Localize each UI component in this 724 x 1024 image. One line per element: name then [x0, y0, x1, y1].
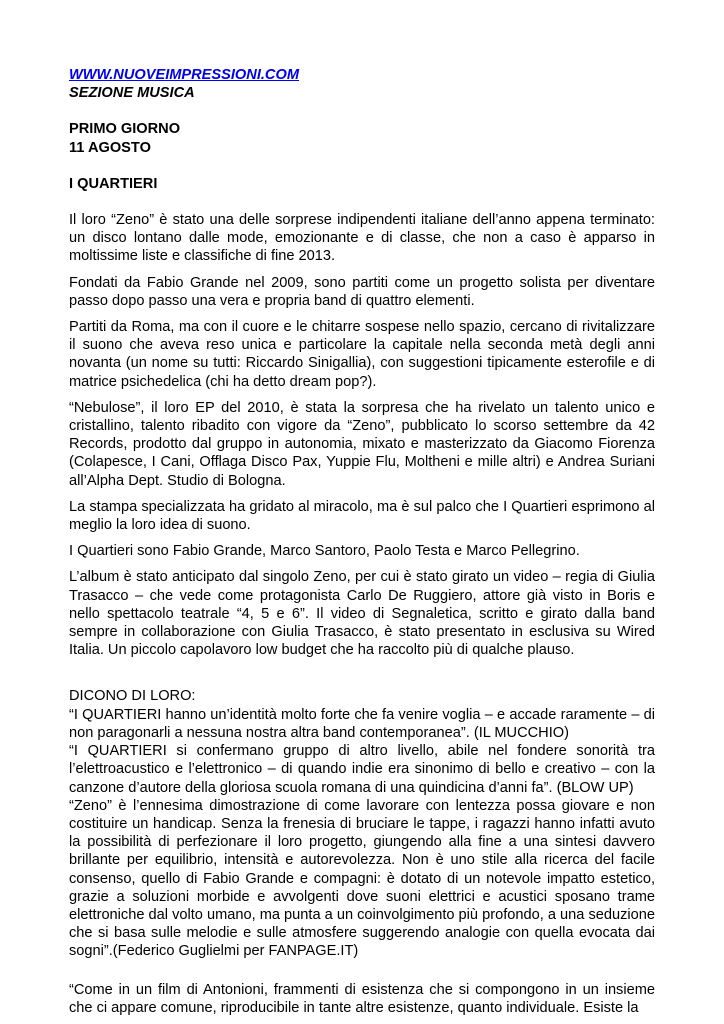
- bio-paragraph: L’album è stato anticipato dal singolo Zeno, per cui è stato girato un video – regia di Giulia Trasacco – che vede come protagonista Carlo De Ruggiero, attore già visto in Boris e nello spettacolo teatrale “4, 5 e 6”. Il video di Segnaletica, scritto e girato dalla band sempre in collaborazione con Giulia Trasacco, è stato presentato in esclusiva su Wired Italia. Un piccolo capolavoro low budget che ha raccolto più di qualche plauso.: [69, 569, 655, 659]
- press-quote: “I QUARTIERI hanno un’identità molto forte che fa venire voglia – e accade raramente – di non paragonarli a nessuna nostra altra band contemporanea”. (IL MUCCHIO): [69, 706, 655, 741]
- press-quote: “Zeno” è l’ennesima dimostrazione di come lavorare con lentezza possa giovare e non costituire un handicap. Senza la frenesia di bruciare le tappe, i ragazzi hanno infatti avuto la possibilità di perfezionare il loro progetto, giungendo alla fine a una sintesi davvero brillante per equilibrio, intensità e autorevolezza. Non è uno stile alla ricerca del facile consenso, quello di Fabio Grande e compagni: è dotato di un notevole impatto estetico, grazie a soluzioni morbide e avvolgenti dove suoni elettrici e acustici sposano trame elettroniche dal volto umano, ma punta a un coinvolgimento più profondo, a una seduzione che si basa sulle melodie e sulle atmosfere suggerendo analogie con quella evocata dai sogni”.(Federico Guglielmi per FANPAGE.IT): [69, 797, 655, 960]
- bio-paragraph: Partiti da Roma, ma con il cuore e le chitarre sospese nello spazio, cercano di rivitalizzare il suono che aveva reso unica e particolare la capitale nella seconda metà degli anni novanta (un nome su tutti: Riccardo Sinigallia), con suggestioni tipicamente esterofile e di matrice psichedelica (chi ha detto dream pop?).: [69, 319, 655, 390]
- bio-paragraph: Il loro “Zeno” è stato una delle sorprese indipendenti italiane dell’anno appena terminato: un disco lontano dalle mode, emozionante e di classe, che non a caso è apparso in moltissime liste e classifiche di fine 2013.: [69, 212, 655, 265]
- day-title: PRIMO GIORNO: [69, 121, 181, 138]
- day-date: 11 AGOSTO: [69, 139, 151, 156]
- bio-paragraph: I Quartieri sono Fabio Grande, Marco Santoro, Paolo Testa e Marco Pellegrino.: [69, 543, 580, 560]
- site-link[interactable]: WWW.NUOVEIMPRESSIONI.COM: [69, 67, 299, 83]
- bio-paragraph: La stampa specializzata ha gridato al miracolo, ma è sul palco che I Quartieri esprimono al meglio la loro idea di suono.: [69, 498, 655, 534]
- press-heading: DICONO DI LORO:: [69, 688, 196, 705]
- bio-paragraph: Fondati da Fabio Grande nel 2009, sono partiti come un progetto solista per diventare passo dopo passo una vera e propria band di quattro elementi.: [69, 274, 655, 309]
- document-page: [69, 66, 655, 1017]
- press-quote: “I QUARTIERI si confermano gruppo di altro livello, abile nel fondere sonorità tra l’elettroacustico e l’elettronico – di quando indie era sinonimo di bello e creativo – con la canzone d’autore della gloriosa scuola romana di una quindicina d’anni fa”. (BLOW UP): [69, 743, 655, 796]
- section-title: SEZIONE MUSICA: [69, 85, 195, 102]
- bio-paragraph: “Nebulose”, il loro EP del 2010, è stata la sorpresa che ha rivelato un talento unico e cristallino, talento ribadito con vigore da “Zeno”, pubblicato lo scorso settembre da 42 Records, prodotto dal gruppo in autonomia, mixato e masterizzato da Giacomo Fiorenza (Colapesce, I Cani, Offlaga Disco Pax, Yuppie Flu, Moltheni e mille altri) e Andrea Suriani all’Alpha Dept. Studio di Bologna.: [69, 399, 655, 489]
- band-name: I QUARTIERI: [69, 175, 158, 192]
- press-closing-quote: “Come in un film di Antonioni, frammenti di esistenza che si compongono in un insieme che ci appare comune, riproducibile in tante altre esistenze, quanto individuale. Esiste la: [69, 981, 655, 1016]
